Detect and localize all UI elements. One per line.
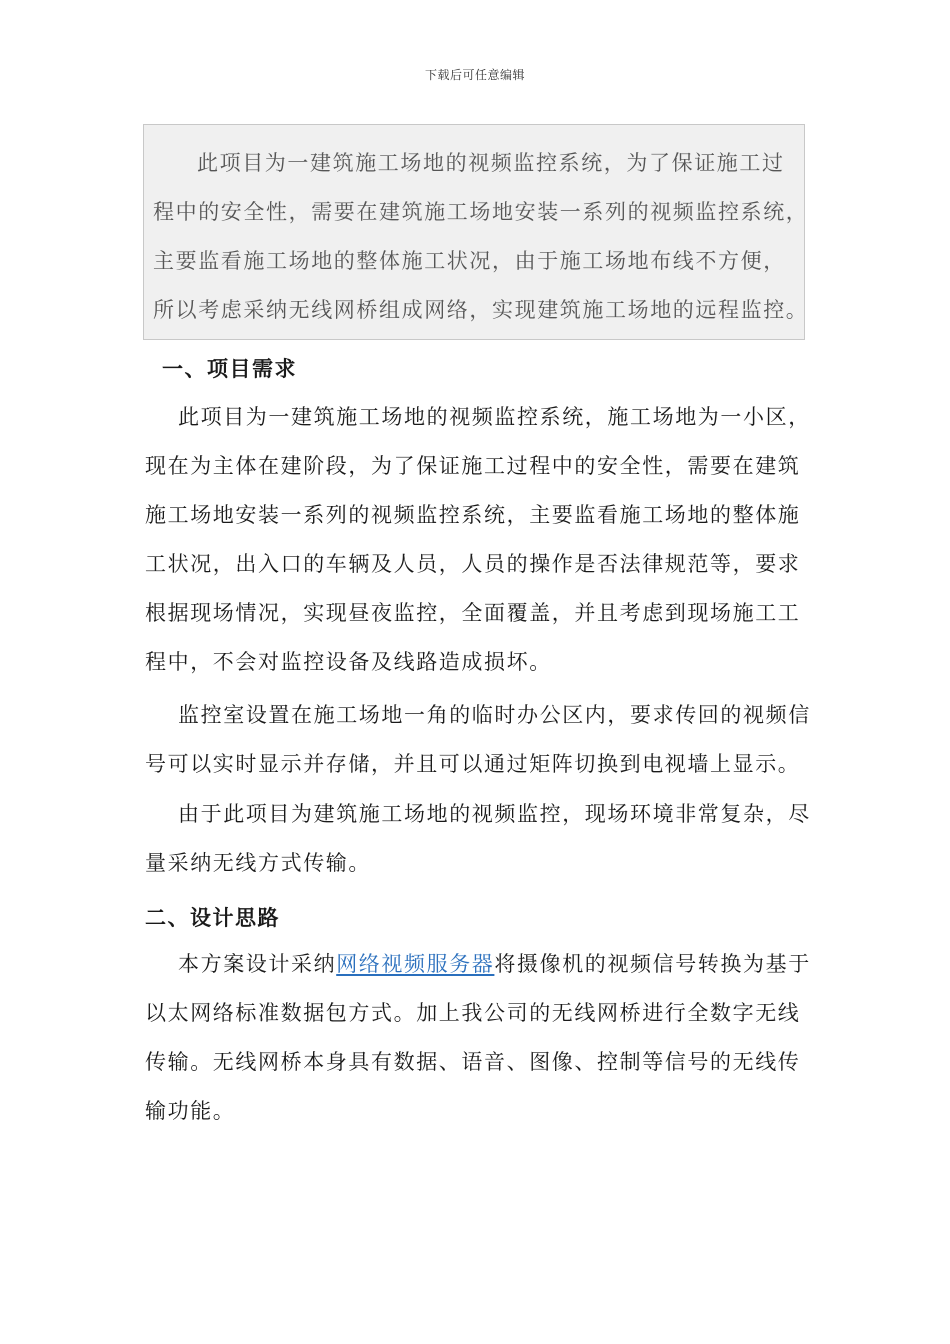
paragraph-line: 现在为主体在建阶段，为了保证施工过程中的安全性，需要在建筑 [145, 454, 801, 478]
paragraph-line [145, 940, 815, 989]
paragraph-line: 此项目为一建筑施工场地的视频监控系统，施工场地为一小区， [178, 405, 811, 429]
paragraph-line: 施工场地安装一系列的视频监控系统，主要监看施工场地的整体施 [145, 503, 801, 527]
header-note: 下载后可任意编辑 [424, 68, 525, 82]
paragraph-text: 本方案设计采纳 [178, 952, 337, 976]
paragraph-text: 将摄像机的视频信号转换为基于 [494, 952, 811, 976]
section1-paragraph-3 [145, 790, 815, 888]
summary-line: 程中的安全性，需要在建筑施工场地安装一系列的视频监控系统， [153, 200, 809, 224]
section2-heading: 二、设计思路 [145, 906, 280, 930]
summary-line: 此项目为一建筑施工场地的视频监控系统，为了保证施工过 [197, 151, 785, 175]
network-video-server-link[interactable]: 网络视频服务器 [336, 952, 495, 976]
paragraph-line: 输功能。 [145, 1099, 236, 1123]
summary-box [143, 124, 809, 340]
paragraph-line: 量采纳无线方式传输。 [145, 851, 371, 875]
summary-line: 所以考虑采纳无线网桥组成网络，实现建筑施工场地的远程监控。 [153, 298, 809, 322]
section1-paragraph-2 [145, 691, 815, 789]
section1-heading: 一、项目需求 [162, 357, 297, 381]
paragraph-line: 号可以实时显示并存储，并且可以通过矩阵切换到电视墙上显示。 [145, 752, 801, 776]
paragraph-line: 根据现场情况，实现昼夜监控，全面覆盖，并且考虑到现场施工工 [145, 601, 801, 625]
paragraph-line: 工状况，出入口的车辆及人员，人员的操作是否法律规范等，要求 [145, 552, 801, 576]
paragraph-line: 传输。无线网桥本身具有数据、语音、图像、控制等信号的无线传 [145, 1050, 801, 1074]
paragraph-line: 以太网络标准数据包方式。加上我公司的无线网桥进行全数字无线 [145, 1001, 801, 1025]
section2-paragraph-1 [145, 940, 815, 1136]
paragraph-line: 程中，不会对监控设备及线路造成损坏。 [145, 650, 552, 674]
paragraph-line: 由于此项目为建筑施工场地的视频监控，现场环境非常复杂，尽 [178, 802, 811, 826]
summary-line: 主要监看施工场地的整体施工状况，由于施工场地布线不方便， [153, 249, 786, 273]
paragraph-line: 监控室设置在施工场地一角的临时办公区内，要求传回的视频信 [178, 703, 811, 727]
section1-paragraph-1 [145, 393, 815, 687]
